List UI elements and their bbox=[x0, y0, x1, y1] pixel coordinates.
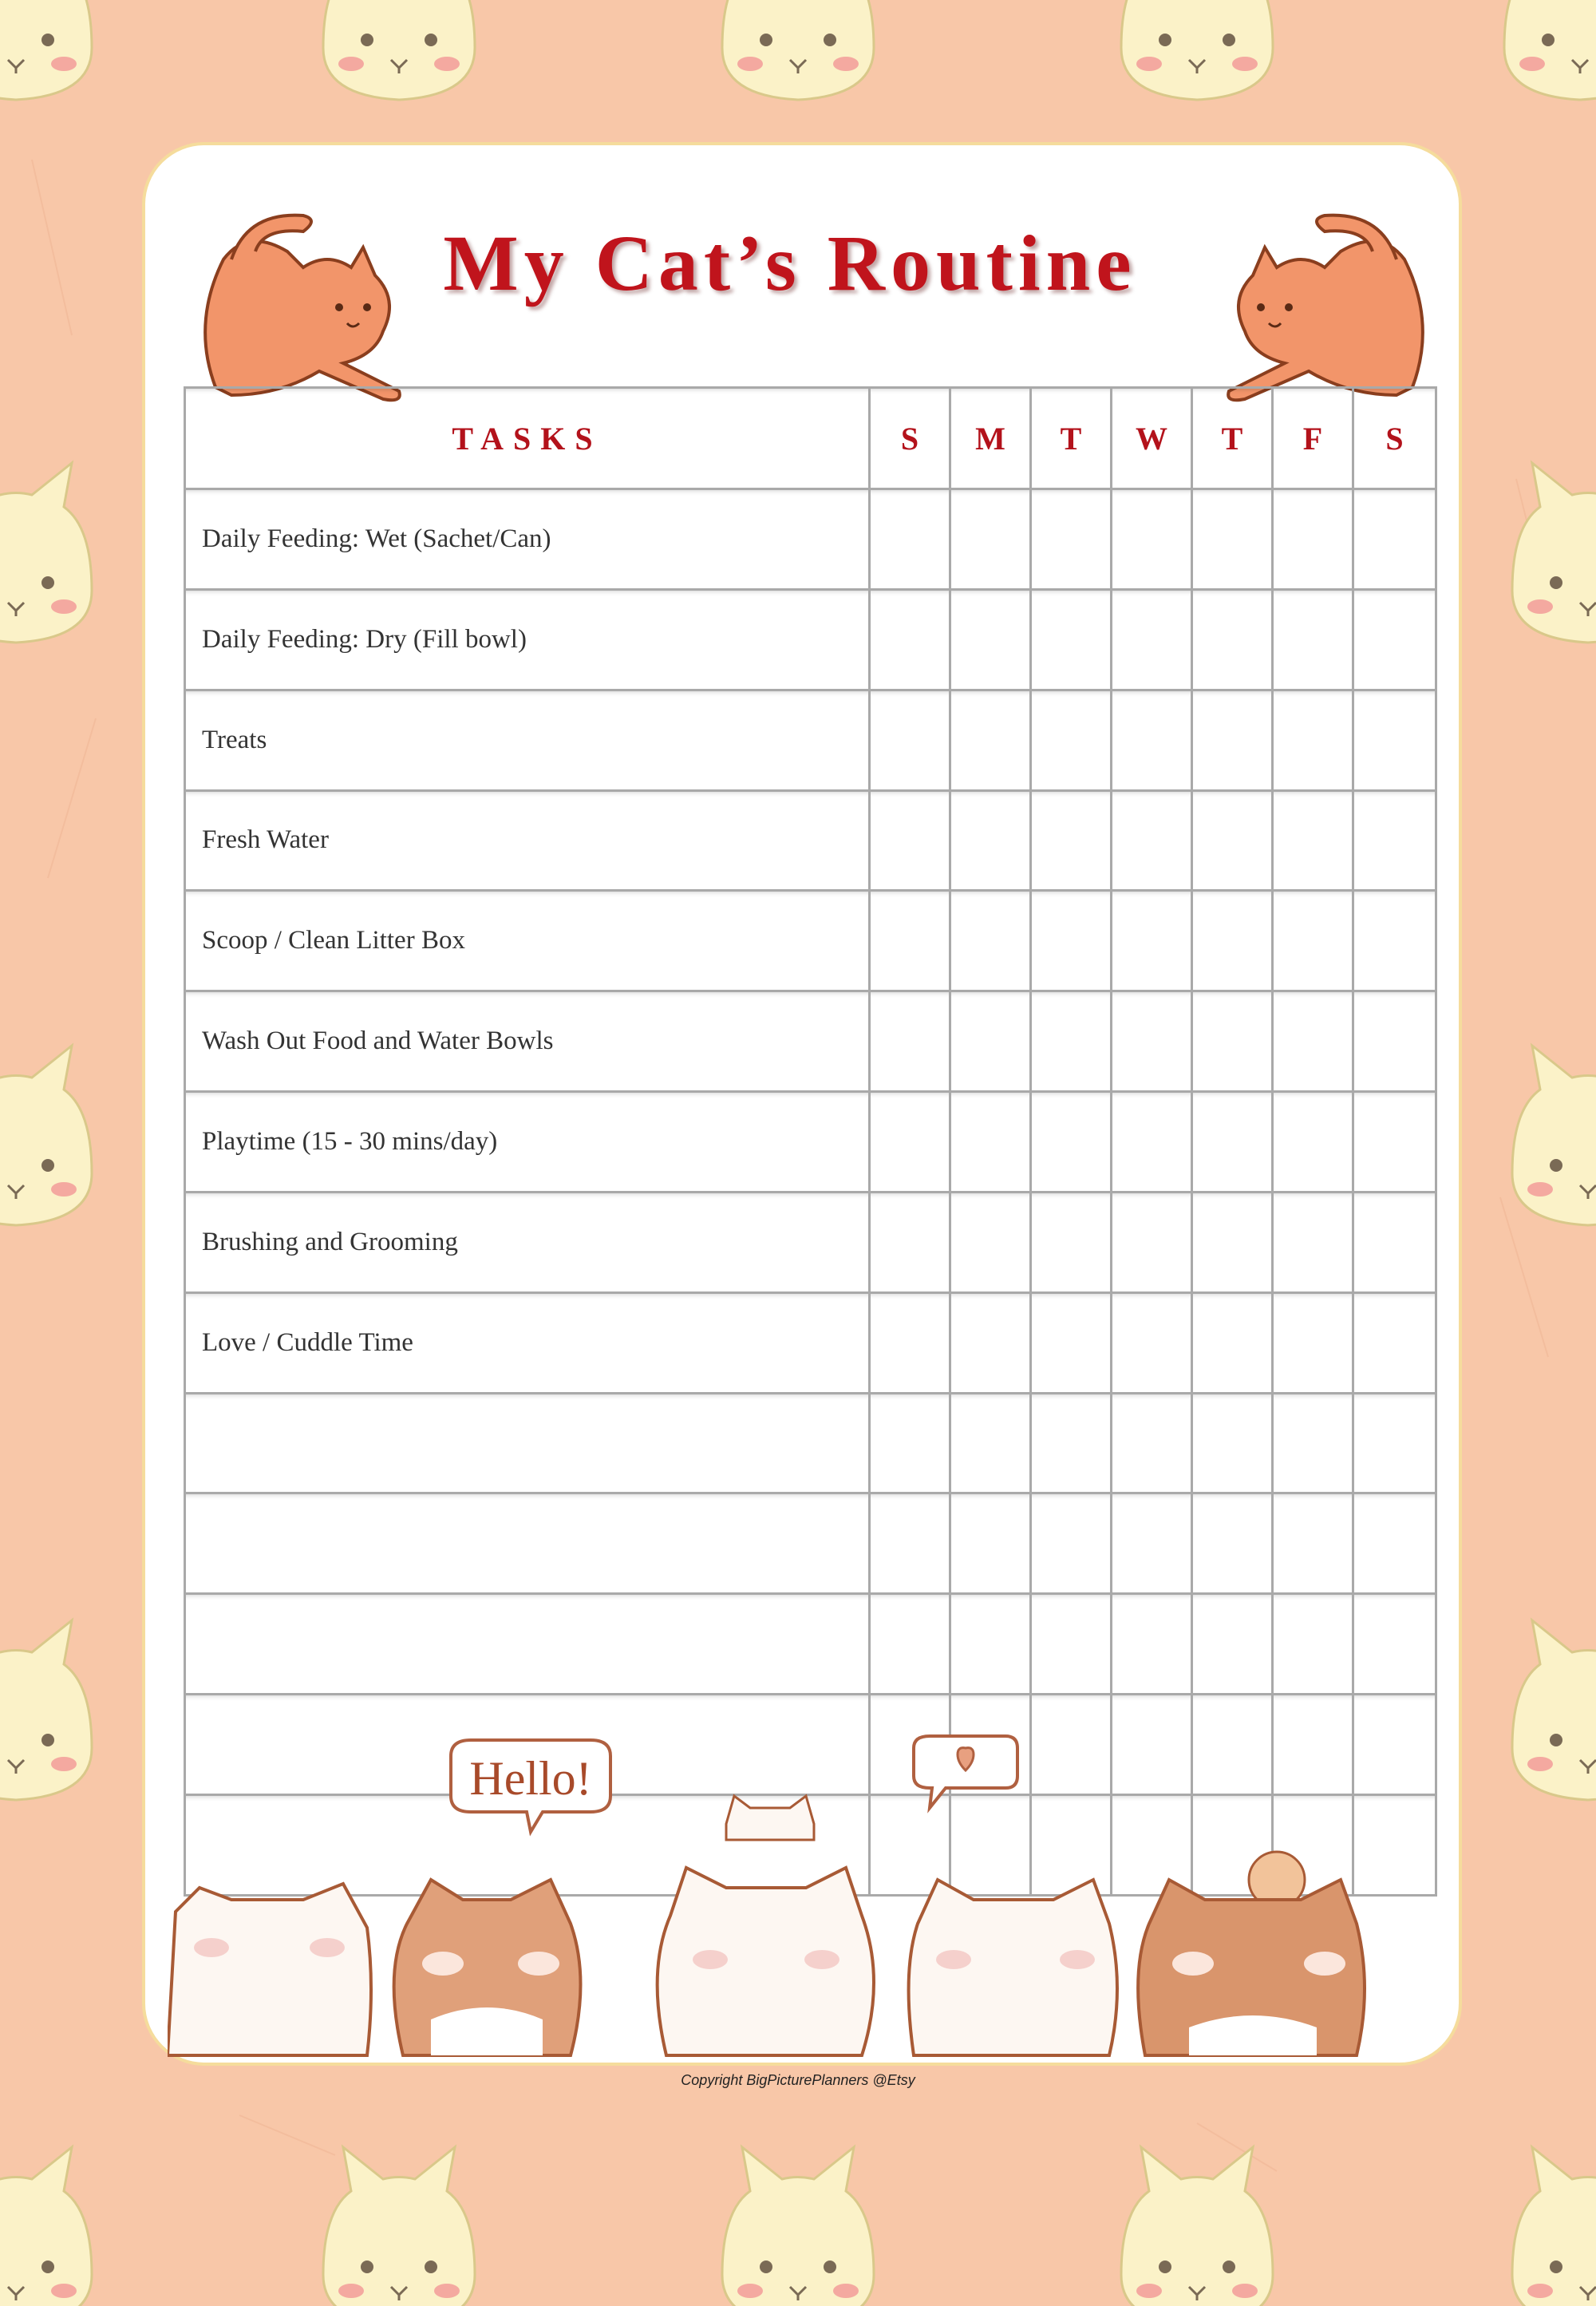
table-row bbox=[185, 1092, 1436, 1193]
day-checkbox-cell[interactable] bbox=[1112, 1192, 1192, 1292]
table-row bbox=[185, 1594, 1436, 1695]
day-checkbox-cell[interactable] bbox=[870, 790, 950, 891]
day-checkbox-cell[interactable] bbox=[1112, 1594, 1192, 1695]
day-checkbox-cell[interactable] bbox=[1112, 991, 1192, 1092]
day-checkbox-cell[interactable] bbox=[1031, 1092, 1112, 1193]
day-checkbox-cell[interactable] bbox=[950, 1192, 1031, 1292]
day-checkbox-cell[interactable] bbox=[1353, 1092, 1436, 1193]
table-header-row bbox=[185, 388, 1436, 489]
day-checkbox-cell[interactable] bbox=[870, 991, 950, 1092]
day-checkbox-cell[interactable] bbox=[1353, 489, 1436, 590]
day-checkbox-cell[interactable] bbox=[1353, 690, 1436, 790]
day-checkbox-cell[interactable] bbox=[1192, 991, 1273, 1092]
page-title: My Cat’s Routine bbox=[443, 219, 1137, 307]
bottom-cats-illustration bbox=[168, 1732, 1444, 2067]
day-checkbox-cell[interactable] bbox=[1112, 790, 1192, 891]
day-checkbox-cell[interactable] bbox=[1273, 790, 1353, 891]
day-checkbox-cell[interactable] bbox=[1112, 489, 1192, 590]
day-checkbox-cell[interactable] bbox=[950, 1594, 1031, 1695]
day-checkbox-cell[interactable] bbox=[1273, 1393, 1353, 1493]
task-label[interactable] bbox=[185, 1493, 870, 1594]
day-header-tuesday: T bbox=[1031, 388, 1112, 489]
day-checkbox-cell[interactable] bbox=[1031, 1393, 1112, 1493]
day-checkbox-cell[interactable] bbox=[1112, 589, 1192, 690]
day-checkbox-cell[interactable] bbox=[1192, 1092, 1273, 1193]
day-checkbox-cell[interactable] bbox=[1273, 1192, 1353, 1292]
task-label: Playtime (15 - 30 mins/day) bbox=[185, 1092, 870, 1193]
day-checkbox-cell[interactable] bbox=[1031, 1192, 1112, 1292]
day-checkbox-cell[interactable] bbox=[950, 1092, 1031, 1193]
table-row bbox=[185, 1393, 1436, 1493]
day-checkbox-cell[interactable] bbox=[870, 1594, 950, 1695]
task-label: Wash Out Food and Water Bowls bbox=[185, 991, 870, 1092]
day-checkbox-cell[interactable] bbox=[1273, 1594, 1353, 1695]
day-checkbox-cell[interactable] bbox=[1273, 1292, 1353, 1393]
day-checkbox-cell[interactable] bbox=[1112, 1493, 1192, 1594]
day-checkbox-cell[interactable] bbox=[1192, 489, 1273, 590]
day-checkbox-cell[interactable] bbox=[950, 489, 1031, 590]
table-row bbox=[185, 589, 1436, 690]
day-checkbox-cell[interactable] bbox=[870, 1192, 950, 1292]
day-checkbox-cell[interactable] bbox=[1273, 1092, 1353, 1193]
day-checkbox-cell[interactable] bbox=[1273, 891, 1353, 991]
day-checkbox-cell[interactable] bbox=[950, 991, 1031, 1092]
day-checkbox-cell[interactable] bbox=[1353, 991, 1436, 1092]
day-checkbox-cell[interactable] bbox=[1192, 589, 1273, 690]
task-label: Daily Feeding: Dry (Fill bowl) bbox=[185, 589, 870, 690]
task-label: Scoop / Clean Litter Box bbox=[185, 891, 870, 991]
day-checkbox-cell[interactable] bbox=[1031, 1594, 1112, 1695]
day-checkbox-cell[interactable] bbox=[1192, 690, 1273, 790]
day-checkbox-cell[interactable] bbox=[1273, 991, 1353, 1092]
day-checkbox-cell[interactable] bbox=[1031, 891, 1112, 991]
day-header-thursday: T bbox=[1192, 388, 1273, 489]
task-label: Fresh Water bbox=[185, 790, 870, 891]
task-label: Love / Cuddle Time bbox=[185, 1292, 870, 1393]
day-checkbox-cell[interactable] bbox=[1273, 589, 1353, 690]
day-checkbox-cell[interactable] bbox=[1192, 1594, 1273, 1695]
day-header-monday: M bbox=[950, 388, 1031, 489]
table-row bbox=[185, 1192, 1436, 1292]
day-checkbox-cell[interactable] bbox=[1112, 690, 1192, 790]
day-checkbox-cell[interactable] bbox=[1192, 1393, 1273, 1493]
day-checkbox-cell[interactable] bbox=[1031, 1292, 1112, 1393]
table-row bbox=[185, 489, 1436, 590]
day-checkbox-cell[interactable] bbox=[1353, 1493, 1436, 1594]
day-checkbox-cell[interactable] bbox=[1353, 1292, 1436, 1393]
day-checkbox-cell[interactable] bbox=[1192, 790, 1273, 891]
day-checkbox-cell[interactable] bbox=[870, 1393, 950, 1493]
day-header-wednesday: W bbox=[1112, 388, 1192, 489]
day-header-friday: F bbox=[1273, 388, 1353, 489]
day-checkbox-cell[interactable] bbox=[1112, 1092, 1192, 1193]
routine-table bbox=[184, 386, 1437, 1897]
day-checkbox-cell[interactable] bbox=[950, 790, 1031, 891]
table-row bbox=[185, 1292, 1436, 1393]
day-checkbox-cell[interactable] bbox=[1353, 589, 1436, 690]
day-checkbox-cell[interactable] bbox=[1273, 690, 1353, 790]
day-checkbox-cell[interactable] bbox=[1112, 1292, 1192, 1393]
day-checkbox-cell[interactable] bbox=[870, 891, 950, 991]
task-label: Brushing and Grooming bbox=[185, 1192, 870, 1292]
table-row bbox=[185, 891, 1436, 991]
day-checkbox-cell[interactable] bbox=[870, 1493, 950, 1594]
copyright-text: Copyright BigPicturePlanners @Etsy bbox=[681, 2072, 915, 2088]
table-row bbox=[185, 690, 1436, 790]
day-checkbox-cell[interactable] bbox=[1192, 891, 1273, 991]
day-checkbox-cell[interactable] bbox=[870, 690, 950, 790]
day-checkbox-cell[interactable] bbox=[1273, 1493, 1353, 1594]
day-checkbox-cell[interactable] bbox=[1031, 690, 1112, 790]
task-label[interactable] bbox=[185, 1393, 870, 1493]
day-header-saturday: S bbox=[1353, 388, 1436, 489]
day-checkbox-cell[interactable] bbox=[1273, 489, 1353, 590]
table-row bbox=[185, 991, 1436, 1092]
day-checkbox-cell[interactable] bbox=[870, 589, 950, 690]
tasks-header: TASKS bbox=[185, 388, 870, 489]
day-checkbox-cell[interactable] bbox=[1031, 489, 1112, 590]
day-checkbox-cell[interactable] bbox=[1031, 991, 1112, 1092]
day-checkbox-cell[interactable] bbox=[1353, 1192, 1436, 1292]
hello-text: Hello! bbox=[469, 1752, 592, 1805]
task-label: Daily Feeding: Wet (Sachet/Can) bbox=[185, 489, 870, 590]
day-checkbox-cell[interactable] bbox=[950, 1493, 1031, 1594]
day-checkbox-cell[interactable] bbox=[1112, 1393, 1192, 1493]
day-checkbox-cell[interactable] bbox=[950, 1393, 1031, 1493]
day-checkbox-cell[interactable] bbox=[870, 1092, 950, 1193]
day-checkbox-cell[interactable] bbox=[1192, 1192, 1273, 1292]
day-checkbox-cell[interactable] bbox=[1192, 1292, 1273, 1393]
day-checkbox-cell[interactable] bbox=[1031, 589, 1112, 690]
day-checkbox-cell[interactable] bbox=[1112, 891, 1192, 991]
day-checkbox-cell[interactable] bbox=[1353, 1393, 1436, 1493]
task-label[interactable] bbox=[185, 1594, 870, 1695]
table-row bbox=[185, 1493, 1436, 1594]
day-checkbox-cell[interactable] bbox=[1353, 790, 1436, 891]
day-checkbox-cell[interactable] bbox=[950, 1292, 1031, 1393]
day-checkbox-cell[interactable] bbox=[870, 489, 950, 590]
task-label: Treats bbox=[185, 690, 870, 790]
day-checkbox-cell[interactable] bbox=[1353, 891, 1436, 991]
day-checkbox-cell[interactable] bbox=[950, 589, 1031, 690]
day-checkbox-cell[interactable] bbox=[1031, 1493, 1112, 1594]
day-checkbox-cell[interactable] bbox=[950, 690, 1031, 790]
day-checkbox-cell[interactable] bbox=[1353, 1594, 1436, 1695]
day-checkbox-cell[interactable] bbox=[1031, 790, 1112, 891]
day-header-sunday: S bbox=[870, 388, 950, 489]
day-checkbox-cell[interactable] bbox=[950, 891, 1031, 991]
day-checkbox-cell[interactable] bbox=[1192, 1493, 1273, 1594]
table-body bbox=[185, 489, 1436, 1896]
day-checkbox-cell[interactable] bbox=[870, 1292, 950, 1393]
table-row bbox=[185, 790, 1436, 891]
